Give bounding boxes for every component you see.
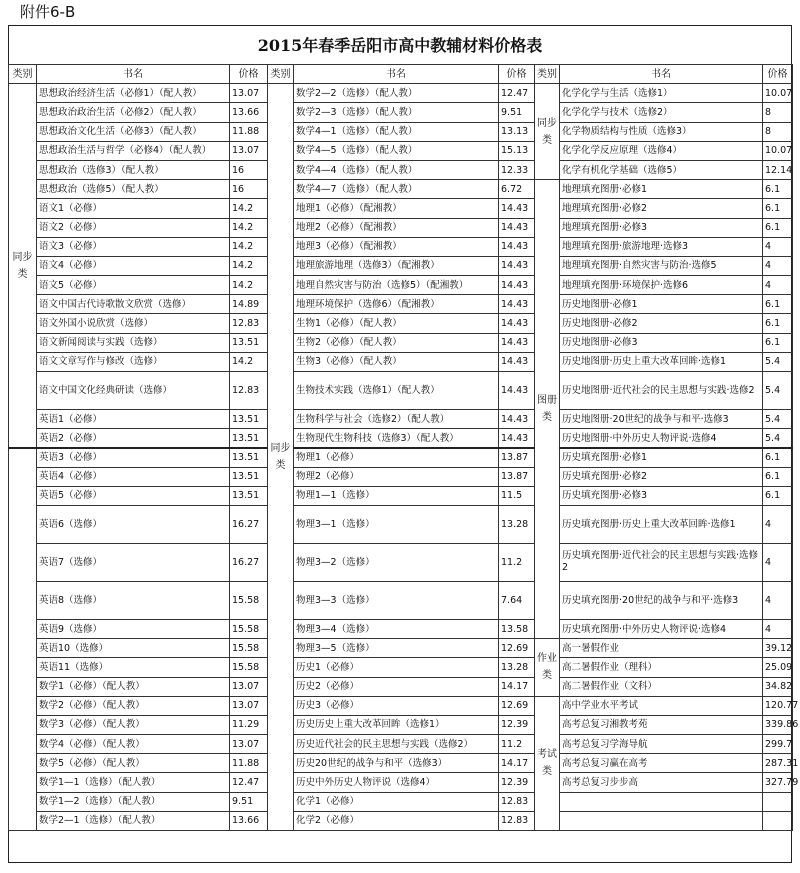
book-name-cell: 英语7（选修） <box>37 543 230 581</box>
price-cell: 14.89 <box>230 295 268 314</box>
price-cell: 6.1 <box>763 333 793 352</box>
book-name-cell: 数学4—7（选修）（配人教） <box>294 180 499 199</box>
book-name-cell: 数学2（必修）（配人教） <box>37 696 230 715</box>
header-row <box>9 65 793 84</box>
price-cell: 12.69 <box>499 696 535 715</box>
price-cell: 13.51 <box>230 467 268 486</box>
price-cell: 6.1 <box>763 180 793 199</box>
table-row <box>9 735 793 754</box>
price-cell: 327.79 <box>763 773 793 792</box>
category-cell <box>9 448 37 831</box>
price-cell: 12.39 <box>499 715 535 734</box>
book-name-cell: 历史3（必修） <box>294 696 499 715</box>
book-name-cell: 历史填充图册·必修3 <box>560 486 763 505</box>
table-row <box>9 639 793 658</box>
price-cell: 10.07 <box>763 84 793 103</box>
table-row <box>9 467 793 486</box>
book-name-cell: 数学4—5（选修）（配人教） <box>294 141 499 160</box>
book-name-cell: 英语5（必修） <box>37 486 230 505</box>
book-name-cell: 高二暑假作业（理科） <box>560 658 763 677</box>
book-name-cell: 数学1—1（选修）（配人教） <box>37 773 230 792</box>
price-cell: 9.51 <box>499 103 535 122</box>
price-cell: 16 <box>230 180 268 199</box>
price-cell: 12.33 <box>499 160 535 179</box>
category-cell: 同步类 <box>9 84 37 448</box>
price-cell: 13.07 <box>230 84 268 103</box>
category-cell: 作业类 <box>535 639 560 697</box>
price-cell: 14.43 <box>499 256 535 275</box>
book-name-cell: 语文文章写作与修改（选修） <box>37 352 230 371</box>
book-name-cell: 化学化学与技术（选修2） <box>560 103 763 122</box>
book-name-cell: 语文2（必修） <box>37 218 230 237</box>
price-cell: 16 <box>230 160 268 179</box>
price-cell: 14.43 <box>499 352 535 371</box>
book-name-cell: 思想政治（选修3）（配人教） <box>37 160 230 179</box>
price-cell: 13.87 <box>499 448 535 467</box>
table-row <box>9 429 793 448</box>
book-name-cell: 物理1（必修） <box>294 448 499 467</box>
price-cell: 11.2 <box>499 543 535 581</box>
price-cell: 6.72 <box>499 180 535 199</box>
book-name-cell: 历史填充图册·必修1 <box>560 448 763 467</box>
book-name-cell: 英语1（必修） <box>37 410 230 429</box>
price-cell: 6.1 <box>763 218 793 237</box>
table-row <box>9 372 793 410</box>
price-cell: 13.51 <box>230 486 268 505</box>
header-price: 价格 <box>499 65 535 84</box>
header-book: 书名 <box>37 65 230 84</box>
book-name-cell: 历史填充图册·历史上重大改革回眸·选修1 <box>560 505 763 543</box>
table-row <box>9 754 793 773</box>
book-name-cell: 物理2（必修） <box>294 467 499 486</box>
book-name-cell: 地理填充图册·必修1 <box>560 180 763 199</box>
price-cell: 6.1 <box>763 467 793 486</box>
price-cell: 13.87 <box>499 467 535 486</box>
table-row <box>9 218 793 237</box>
book-name-cell: 历史地图册·历史上重大改革回眸·选修1 <box>560 352 763 371</box>
book-name-cell: 英语9（选修） <box>37 619 230 638</box>
price-cell: 10.07 <box>763 141 793 160</box>
book-name-cell: 历史2（必修） <box>294 677 499 696</box>
book-name-cell: 历史近代社会的民主思想与实践（选修2） <box>294 735 499 754</box>
book-name-cell: 生物3（必修）（配人教） <box>294 352 499 371</box>
book-name-cell: 语文中国古代诗歌散文欣赏（选修） <box>37 295 230 314</box>
table-row <box>9 619 793 638</box>
book-name-cell: 地理3（必修）（配湘教） <box>294 237 499 256</box>
price-cell: 13.13 <box>499 122 535 141</box>
table-row <box>9 448 793 467</box>
table-row <box>9 199 793 218</box>
price-cell: 299.7 <box>763 735 793 754</box>
table-row <box>9 256 793 275</box>
attachment-label: 附件6-B <box>20 3 76 21</box>
table-row <box>9 715 793 734</box>
price-cell: 4 <box>763 256 793 275</box>
book-name-cell: 语文5（必修） <box>37 276 230 295</box>
header-price: 价格 <box>230 65 268 84</box>
price-cell: 15.58 <box>230 581 268 619</box>
page-title: 2015年春季岳阳市高中教辅材料价格表 <box>257 36 543 55</box>
table-row <box>9 237 793 256</box>
price-cell: 11.88 <box>230 754 268 773</box>
book-name-cell: 地理旅游地理（选修3）（配湘教） <box>294 256 499 275</box>
book-name-cell: 英语8（选修） <box>37 581 230 619</box>
header-category: 类别 <box>268 65 294 84</box>
book-name-cell: 历史填充图册·近代社会的民主思想与实践·选修2 <box>560 543 763 581</box>
book-name-cell: 语文1（必修） <box>37 199 230 218</box>
book-name-cell: 历史地图册·必修1 <box>560 295 763 314</box>
header-category: 类别 <box>535 65 560 84</box>
book-name-cell: 思想政治（选修5）（配人教） <box>37 180 230 199</box>
price-cell: 13.07 <box>230 735 268 754</box>
price-cell: 14.43 <box>499 295 535 314</box>
book-name-cell: 生物科学与社会（选修2）（配人教） <box>294 410 499 429</box>
price-cell: 15.58 <box>230 639 268 658</box>
table-row <box>9 677 793 696</box>
price-cell: 6.1 <box>763 486 793 505</box>
price-cell: 14.17 <box>499 754 535 773</box>
book-name-cell: 思想政治生活与哲学（必修4）（配人教） <box>37 141 230 160</box>
book-name-cell: 数学2—1（选修）（配人教） <box>37 811 230 830</box>
price-cell: 14.43 <box>499 429 535 448</box>
price-cell: 5.4 <box>763 429 793 448</box>
price-cell: 4 <box>763 276 793 295</box>
book-name-cell: 高考总复习赢在高考 <box>560 754 763 773</box>
price-cell: 13.51 <box>230 333 268 352</box>
price-cell: 6.1 <box>763 448 793 467</box>
book-name-cell <box>560 792 763 811</box>
price-cell: 34.82 <box>763 677 793 696</box>
book-name-cell: 历史中外历史人物评说（选修4） <box>294 773 499 792</box>
price-cell: 4 <box>763 505 793 543</box>
table-row <box>9 160 793 179</box>
table-row <box>9 103 793 122</box>
price-cell: 14.43 <box>499 333 535 352</box>
category-cell: 同步类 <box>268 84 294 831</box>
book-name-cell: 历史地图册·20世纪的战争与和平·选修3 <box>560 410 763 429</box>
book-name-cell: 地理自然灾害与防治（选修5）（配湘教） <box>294 276 499 295</box>
header-category: 类别 <box>9 65 37 84</box>
price-cell: 339.86 <box>763 715 793 734</box>
price-cell: 287.31 <box>763 754 793 773</box>
price-cell: 13.58 <box>499 619 535 638</box>
price-cell: 12.39 <box>499 773 535 792</box>
price-cell: 11.88 <box>230 122 268 141</box>
table-row <box>9 505 793 543</box>
book-name-cell: 英语2（必修） <box>37 429 230 448</box>
price-cell: 11.29 <box>230 715 268 734</box>
price-cell: 12.83 <box>230 314 268 333</box>
table-row <box>9 122 793 141</box>
book-name-cell: 地理1（必修）（配湘教） <box>294 199 499 218</box>
book-name-cell: 历史历史上重大改革回眸（选修1） <box>294 715 499 734</box>
table-row <box>9 658 793 677</box>
book-name-cell: 历史填充图册·必修2 <box>560 467 763 486</box>
table-row <box>9 696 793 715</box>
book-name-cell: 地理环境保护（选修6）（配湘教） <box>294 295 499 314</box>
price-cell: 6.1 <box>763 295 793 314</box>
price-cell: 12.47 <box>499 84 535 103</box>
price-cell: 13.51 <box>230 429 268 448</box>
book-name-cell: 语文3（必修） <box>37 237 230 256</box>
book-name-cell: 地理2（必修）（配湘教） <box>294 218 499 237</box>
book-name-cell: 思想政治文化生活（必修3）（配人教） <box>37 122 230 141</box>
book-name-cell: 数学2—2（选修）（配人教） <box>294 84 499 103</box>
table-row <box>9 276 793 295</box>
price-cell: 14.2 <box>230 199 268 218</box>
price-cell: 14.43 <box>499 199 535 218</box>
price-cell: 120.77 <box>763 696 793 715</box>
price-cell: 5.4 <box>763 352 793 371</box>
book-name-cell: 英语11（选修） <box>37 658 230 677</box>
book-name-cell: 数学4—1（选修）（配人教） <box>294 122 499 141</box>
book-name-cell: 地理填充图册·旅游地理·选修3 <box>560 237 763 256</box>
price-cell: 6.1 <box>763 314 793 333</box>
book-name-cell: 生物技术实践（选修1）（配人教） <box>294 372 499 410</box>
book-name-cell: 历史地图册·近代社会的民主思想与实践·选修2 <box>560 372 763 410</box>
price-cell: 12.83 <box>499 792 535 811</box>
book-name-cell: 高二暑假作业（文科） <box>560 677 763 696</box>
price-cell <box>763 792 793 811</box>
book-name-cell: 思想政治政治生活（必修2）（配人教） <box>37 103 230 122</box>
book-name-cell: 数学1—2（选修）（配人教） <box>37 792 230 811</box>
book-name-cell: 化学2（必修） <box>294 811 499 830</box>
price-cell: 12.83 <box>499 811 535 830</box>
price-cell: 4 <box>763 237 793 256</box>
book-name-cell: 英语10（选修） <box>37 639 230 658</box>
header-book: 书名 <box>560 65 763 84</box>
book-name-cell: 语文4（必修） <box>37 256 230 275</box>
price-cell: 16.27 <box>230 543 268 581</box>
table-row <box>9 792 793 811</box>
price-cell: 14.43 <box>499 218 535 237</box>
book-name-cell: 化学有机化学基础（选修5） <box>560 160 763 179</box>
book-name-cell: 生物2（必修）（配人教） <box>294 333 499 352</box>
book-name-cell: 数学4（必修）（配人教） <box>37 735 230 754</box>
table-row <box>9 486 793 505</box>
price-cell: 8 <box>763 103 793 122</box>
book-name-cell: 化学物质结构与性质（选修3） <box>560 122 763 141</box>
table-row <box>9 333 793 352</box>
price-cell: 4 <box>763 581 793 619</box>
price-cell: 11.5 <box>499 486 535 505</box>
book-name-cell: 生物现代生物科技（选修3）（配人教） <box>294 429 499 448</box>
price-cell: 14.2 <box>230 218 268 237</box>
book-name-cell: 历史地图册·中外历史人物评说·选修4 <box>560 429 763 448</box>
table-row <box>9 811 793 830</box>
price-cell: 14.2 <box>230 276 268 295</box>
price-cell: 16.27 <box>230 505 268 543</box>
book-name-cell: 地理填充图册·必修2 <box>560 199 763 218</box>
price-cell: 14.43 <box>499 372 535 410</box>
book-name-cell: 语文外国小说欣赏（选修） <box>37 314 230 333</box>
price-cell: 4 <box>763 619 793 638</box>
book-name-cell: 历史1（必修） <box>294 658 499 677</box>
book-name-cell: 生物1（必修）（配人教） <box>294 314 499 333</box>
table-row <box>9 543 793 581</box>
price-cell: 4 <box>763 543 793 581</box>
price-cell: 7.64 <box>499 581 535 619</box>
table-row <box>9 295 793 314</box>
book-name-cell: 化学1（必修） <box>294 792 499 811</box>
book-name-cell: 物理3—4（选修） <box>294 619 499 638</box>
price-cell: 13.66 <box>230 103 268 122</box>
table-row <box>9 84 793 103</box>
header-price: 价格 <box>763 65 793 84</box>
price-cell: 14.17 <box>499 677 535 696</box>
price-cell: 14.2 <box>230 352 268 371</box>
price-cell: 13.51 <box>230 410 268 429</box>
book-name-cell <box>560 811 763 830</box>
price-cell: 9.51 <box>230 792 268 811</box>
price-cell: 13.28 <box>499 505 535 543</box>
price-cell: 13.07 <box>230 696 268 715</box>
book-name-cell: 历史填充图册·20世纪的战争与和平·选修3 <box>560 581 763 619</box>
table-row <box>9 773 793 792</box>
price-cell: 12.69 <box>499 639 535 658</box>
price-cell: 13.66 <box>230 811 268 830</box>
price-table <box>8 64 799 831</box>
price-cell: 5.4 <box>763 410 793 429</box>
table-row <box>9 180 793 199</box>
price-cell: 15.58 <box>230 619 268 638</box>
book-name-cell: 数学2—3（选修）（配人教） <box>294 103 499 122</box>
price-cell: 5.4 <box>763 372 793 410</box>
book-name-cell: 高考总复习学海导航 <box>560 735 763 754</box>
book-name-cell: 语文新闻阅读与实践（选修） <box>37 333 230 352</box>
book-name-cell: 数学5（必修）（配人教） <box>37 754 230 773</box>
header-book: 书名 <box>294 65 499 84</box>
book-name-cell: 历史地图册·必修3 <box>560 333 763 352</box>
book-name-cell: 历史地图册·必修2 <box>560 314 763 333</box>
table-row <box>9 410 793 429</box>
price-cell: 14.2 <box>230 237 268 256</box>
book-name-cell: 英语6（选修） <box>37 505 230 543</box>
table-row <box>9 352 793 371</box>
category-cell: 同步类 <box>535 84 560 180</box>
book-name-cell: 物理3—2（选修） <box>294 543 499 581</box>
table-row <box>9 141 793 160</box>
book-name-cell: 思想政治经济生活（必修1）（配人教） <box>37 84 230 103</box>
book-name-cell: 物理1—1（选修） <box>294 486 499 505</box>
table-row <box>9 314 793 333</box>
book-name-cell: 地理填充图册·必修3 <box>560 218 763 237</box>
price-cell <box>763 811 793 830</box>
book-name-cell: 化学化学与生活（选修1） <box>560 84 763 103</box>
book-name-cell: 英语4（必修） <box>37 467 230 486</box>
price-cell: 14.43 <box>499 237 535 256</box>
price-cell: 11.2 <box>499 735 535 754</box>
book-name-cell: 语文中国文化经典研读（选修） <box>37 372 230 410</box>
price-cell: 14.43 <box>499 314 535 333</box>
book-name-cell: 历史填充图册·中外历史人物评说·选修4 <box>560 619 763 638</box>
price-cell: 14.43 <box>499 410 535 429</box>
book-name-cell: 地理填充图册·环境保护·选修6 <box>560 276 763 295</box>
price-cell: 6.1 <box>763 199 793 218</box>
price-cell: 12.47 <box>230 773 268 792</box>
book-name-cell: 物理3—1（选修） <box>294 505 499 543</box>
price-cell: 14.2 <box>230 256 268 275</box>
book-name-cell: 物理3—5（选修） <box>294 639 499 658</box>
price-cell: 13.07 <box>230 677 268 696</box>
price-cell: 13.07 <box>230 141 268 160</box>
book-name-cell: 数学4—4（选修）（配人教） <box>294 160 499 179</box>
book-name-cell: 高考总复习湘教考苑 <box>560 715 763 734</box>
book-name-cell: 历史20世纪的战争与和平（选修3） <box>294 754 499 773</box>
price-cell: 12.14 <box>763 160 793 179</box>
book-name-cell: 化学化学反应原理（选修4） <box>560 141 763 160</box>
price-cell: 15.13 <box>499 141 535 160</box>
book-name-cell: 地理填充图册·自然灾害与防治·选修5 <box>560 256 763 275</box>
price-cell: 13.28 <box>499 658 535 677</box>
book-name-cell: 数学3（必修）（配人教） <box>37 715 230 734</box>
price-cell: 12.83 <box>230 372 268 410</box>
book-name-cell: 高一暑假作业 <box>560 639 763 658</box>
category-cell: 考试类 <box>535 696 560 830</box>
book-name-cell: 高考总复习步步高 <box>560 773 763 792</box>
category-cell: 图册类 <box>535 180 560 639</box>
price-cell: 25.09 <box>763 658 793 677</box>
price-cell: 14.43 <box>499 276 535 295</box>
price-cell: 8 <box>763 122 793 141</box>
table-row <box>9 581 793 619</box>
price-cell: 39.12 <box>763 639 793 658</box>
book-name-cell: 数学1（必修）（配人教） <box>37 677 230 696</box>
price-cell: 15.58 <box>230 658 268 677</box>
book-name-cell: 物理3—3（选修） <box>294 581 499 619</box>
book-name-cell: 高中学业水平考试 <box>560 696 763 715</box>
price-cell: 13.51 <box>230 448 268 467</box>
book-name-cell: 英语3（必修） <box>37 448 230 467</box>
